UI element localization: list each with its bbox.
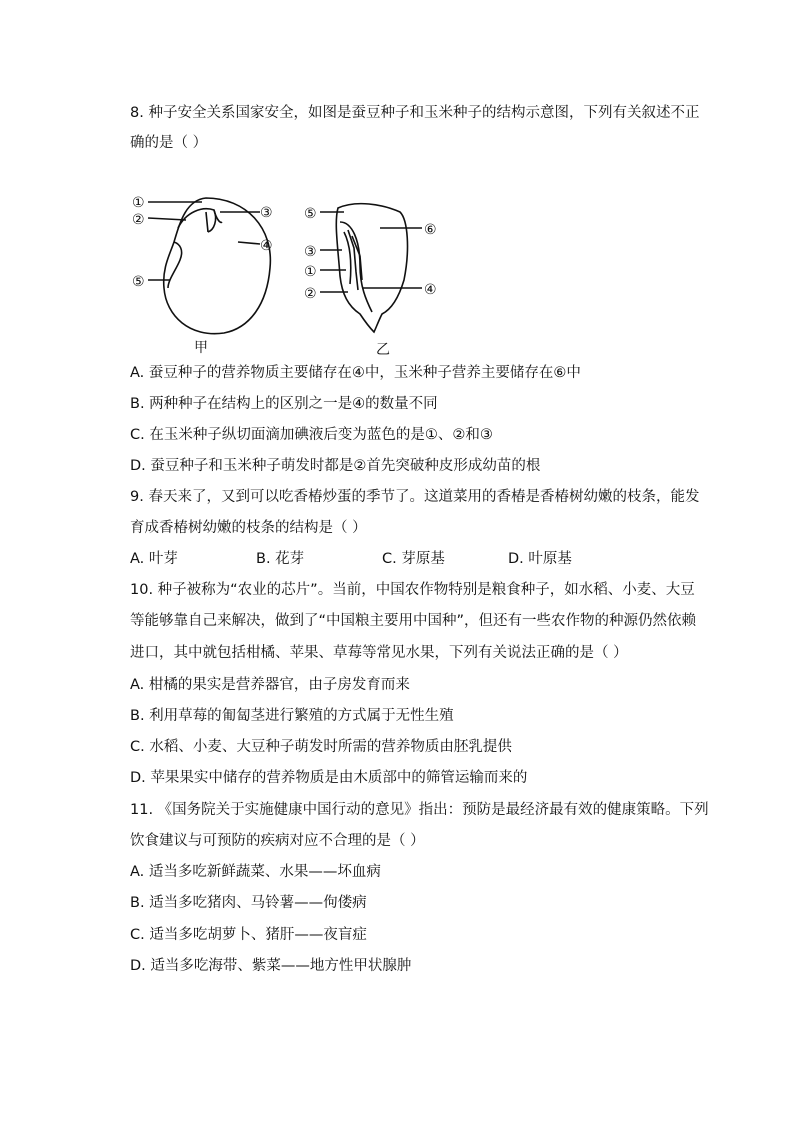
q9-option-d: D. 叶原基 [508, 551, 572, 567]
q10-option-b: B. 利用草莓的匍匐茎进行繁殖的方式属于无性生殖 [130, 708, 454, 724]
q8-stem-line1: 8. 种子安全关系国家安全，如图是蚕豆种子和玉米种子的结构示意图，下列有关叙述不正 [130, 105, 700, 121]
yi-marker-3: ③ [304, 244, 317, 260]
q8-stem-line2: 确的是（ ） [130, 135, 208, 151]
q10-option-d: D. 苹果果实中储存的营养物质是由木质部中的筛管运输而来的 [130, 770, 528, 786]
q9-option-a: A. 叶芽 [130, 551, 178, 567]
q8-option-d: D. 蚕豆种子和玉米种子萌发时都是②首先突破种皮形成幼苗的根 [130, 458, 541, 474]
yi-marker-1: ① [304, 264, 317, 280]
jia-marker-5: ⑤ [132, 274, 145, 290]
seed-structure-figure [128, 188, 468, 360]
q11-stem-line2: 饮食建议与可预防的疾病对应不合理的是（ ） [130, 833, 425, 849]
yi-marker-4: ④ [424, 282, 437, 298]
q9-option-b: B. 花芽 [256, 551, 305, 567]
q10-option-a: A. 柑橘的果实是营养器官，由子房发育而来 [130, 677, 410, 693]
corn-seed-drawing [320, 204, 422, 332]
q10-stem-line1: 10. 种子被称为“农业的芯片”。当前，中国农作物特别是粮食种子，如水稻、小麦、大豆 [130, 582, 695, 598]
label-jia: 甲 [194, 340, 208, 356]
jia-marker-2: ② [132, 212, 145, 228]
q11-option-a: A. 适当多吃新鲜蔬菜、水果——坏血病 [130, 864, 381, 880]
q9-stem-line1: 9. 春天来了，又到可以吃香椿炒蛋的季节了。这道菜用的香椿是香椿树幼嫩的枝条，能发 [130, 489, 700, 505]
q8-option-b: B. 两种种子在结构上的区别之一是④的数量不同 [130, 396, 438, 412]
jia-marker-3: ③ [260, 205, 273, 221]
jia-marker-1: ① [132, 195, 145, 211]
q9-option-c: C. 芽原基 [382, 551, 445, 567]
yi-marker-6: ⑥ [424, 222, 437, 238]
q9-options-row [130, 549, 670, 569]
q8-option-a: A. 蚕豆种子的营养物质主要储存在④中，玉米种子营养主要储存在⑥中 [130, 365, 581, 381]
jia-marker-4: ④ [260, 238, 273, 254]
q9-stem-line2: 育成香椿树幼嫩的枝条的结构是（ ） [130, 520, 367, 536]
q11-stem-line1: 11. 《国务院关于实施健康中国行动的意见》指出：预防是最经济最有效的健康策略。下列 [130, 802, 709, 818]
q11-option-c: C. 适当多吃胡萝卜、猪肝——夜盲症 [130, 927, 367, 943]
q10-stem-line2: 等能够靠自己来解决，做到了“中国粮主要用中国种”，但还有一些农作物的种源仍然依赖 [130, 613, 697, 629]
q8-option-c: C. 在玉米种子纵切面滴加碘液后变为蓝色的是①、②和③ [130, 427, 493, 443]
yi-marker-2: ② [304, 286, 317, 302]
broad-bean-seed-drawing [148, 198, 270, 334]
yi-marker-5: ⑤ [304, 206, 317, 222]
q10-stem-line3: 进口，其中就包括柑橘、苹果、草莓等常见水果，下列有关说法正确的是（ ） [130, 645, 628, 661]
q11-option-b: B. 适当多吃猪肉、马铃薯——佝偻病 [130, 895, 367, 911]
label-yi: 乙 [376, 342, 390, 358]
q10-option-c: C. 水稻、小麦、大豆种子萌发时所需的营养物质由胚乳提供 [130, 739, 512, 755]
q11-option-d: D. 适当多吃海带、紫菜——地方性甲状腺肿 [130, 958, 412, 974]
